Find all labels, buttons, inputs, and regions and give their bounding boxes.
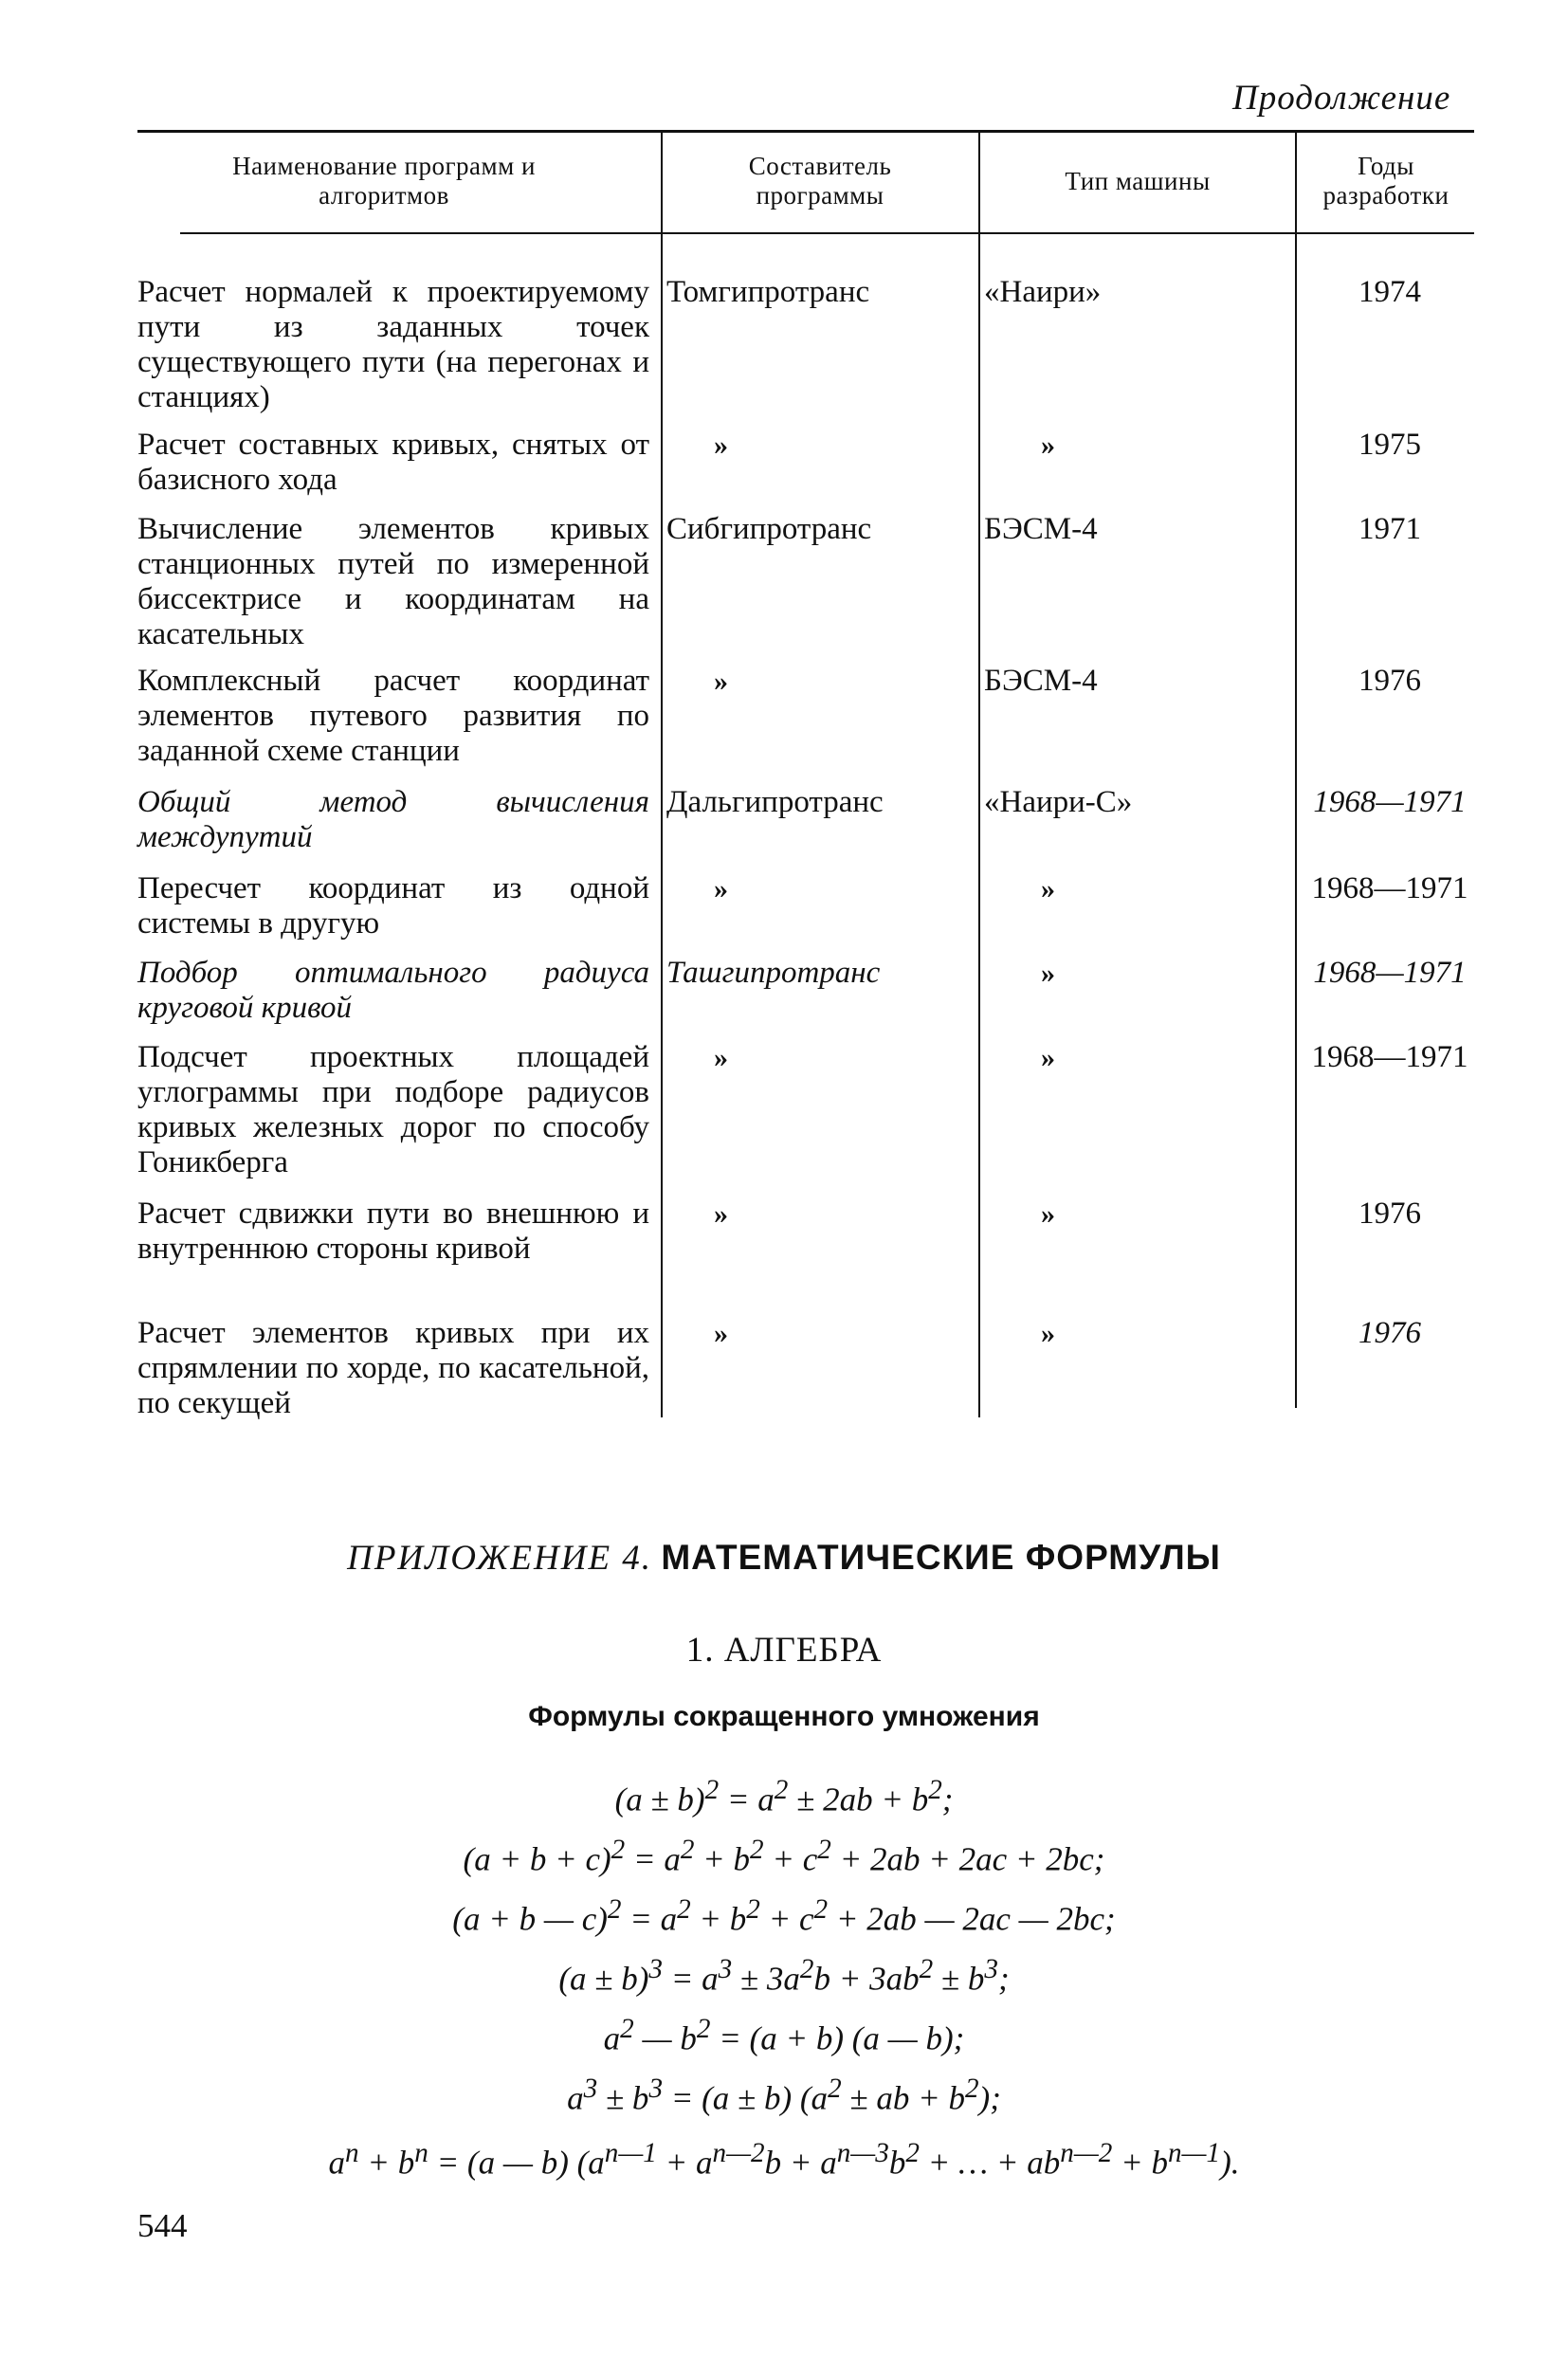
program-name: Расчет нормалей к проектируемому пути из заданных точек существующего пути (на перегонах и станциях) [137, 275, 649, 414]
development-years: 1971 [1358, 512, 1421, 546]
machine-type: «Наири» [984, 275, 1102, 309]
development-years: 1974 [1358, 275, 1421, 309]
development-years: 1976 [1358, 664, 1421, 698]
development-years: 1976 [1358, 1197, 1421, 1231]
table-header-rule [180, 232, 1474, 234]
program-author: Дальгипротранс [666, 785, 884, 819]
header-years: Годы разработки [1322, 152, 1449, 210]
formula-square-of-trinomial: $(a + b + c)^2 = a^2 + b^2 + c^2 + 2ab + 2ac + 2bc$; [463, 1835, 1105, 1878]
formula-square-of-sum: $(a \pm b)^2 = a^2 \pm 2ab + b^2$; [614, 1775, 954, 1818]
table-top-rule [137, 130, 1474, 133]
development-years: 1968—1971 [1311, 871, 1468, 905]
ditto-mark: » [1041, 1318, 1055, 1349]
program-name: Комплексный расчет координат элементов путевого развития по заданной схеме станции [137, 664, 649, 768]
section-heading: 1. АЛГЕБРА [685, 1631, 883, 1670]
program-author: Сибгипротранс [666, 512, 872, 546]
formula-cube-of-sum: $(a \pm b)^3 = a^3 \pm 3a^2b + 3ab^2 \pm b^3$; [558, 1954, 1010, 1998]
program-name: Подбор оптимального радиуса круговой кривой [137, 956, 649, 1025]
ditto-mark: » [714, 1318, 728, 1349]
development-years: 1968—1971 [1313, 956, 1467, 990]
program-name: Расчет составных кривых, снятых от базисного хода [137, 428, 649, 497]
appendix-prefix: ПРИЛОЖЕНИЕ 4. [347, 1539, 653, 1578]
subsection-heading: Формулы сокращенного умножения [528, 1701, 1040, 1732]
ditto-mark: » [714, 1042, 728, 1073]
program-name: Расчет сдвижки пути во внешнюю и внутреннюю стороны кривой [137, 1197, 649, 1266]
ditto-mark: » [1041, 958, 1055, 989]
ditto-mark: » [1041, 1042, 1055, 1073]
header-program-name: Наименование программ и алгоритмов [232, 152, 536, 210]
program-author: Ташгипротранс [666, 956, 881, 990]
machine-type: «Наири-С» [984, 785, 1133, 819]
ditto-mark: » [714, 1198, 728, 1230]
development-years: 1976 [1358, 1316, 1421, 1350]
development-years: 1968—1971 [1311, 1040, 1468, 1074]
column-divider-3 [1295, 133, 1297, 1408]
ditto-mark: » [1041, 1198, 1055, 1230]
program-name: Расчет элементов кривых при их спрямлении по хорде, по касательной, по секущей [137, 1316, 649, 1420]
program-name: Пересчет координат из одной системы в другую [137, 871, 649, 941]
machine-type: БЭСМ-4 [984, 512, 1098, 546]
page-number: 544 [137, 2207, 188, 2244]
column-divider-1 [661, 133, 663, 1417]
ditto-mark: » [714, 429, 728, 461]
ditto-mark: » [714, 666, 728, 697]
ditto-mark: » [1041, 873, 1055, 904]
ditto-mark: » [1041, 429, 1055, 461]
development-years: 1968—1971 [1313, 785, 1467, 819]
header-machine-type: Тип машины [1065, 167, 1211, 195]
appendix-heading [0, 1538, 1568, 1579]
header-author: Составитель программы [748, 152, 892, 210]
development-years: 1975 [1358, 428, 1421, 462]
formula-difference-of-squares: $a^2$ — $b^2 = (a + b)$ (a — b); [603, 2014, 965, 2057]
formula-square-of-trinomial-minus: (a + b — $c)^2 = a^2 + b^2 + c^2 + 2ab$ — 2ac — 2bc; [452, 1894, 1116, 1938]
program-name: Вычисление элементов кривых станционных путей по измеренной биссектрисе и координатам на касательных [137, 512, 649, 651]
program-name: Общий метод вычисления междупутий [137, 785, 649, 854]
machine-type: БЭСМ-4 [984, 664, 1098, 698]
formula-sum-of-cubes: $a^3 \pm b^3 = (a \pm b) (a^2$ ± ab + $b^2$); [567, 2074, 1001, 2117]
continuation-label: Продолжение [1232, 79, 1451, 118]
formula-power-difference: $a^n + b^n = (a$ — b) ($a^{n—1} + a^{n—2}b + a^{n—3}b^2$ + … + $ab^{n—2} + b^{n—1}$). [328, 2138, 1240, 2182]
program-author: Томгипротранс [666, 275, 870, 309]
program-name: Подсчет проектных площадей углограммы при подборе радиусов кривых железных дорог по способу Гоникберга [137, 1040, 649, 1179]
ditto-mark: » [714, 873, 728, 904]
appendix-title: МАТЕМАТИЧЕСКИЕ ФОРМУЛЫ [661, 1538, 1221, 1577]
column-divider-2 [978, 133, 980, 1417]
